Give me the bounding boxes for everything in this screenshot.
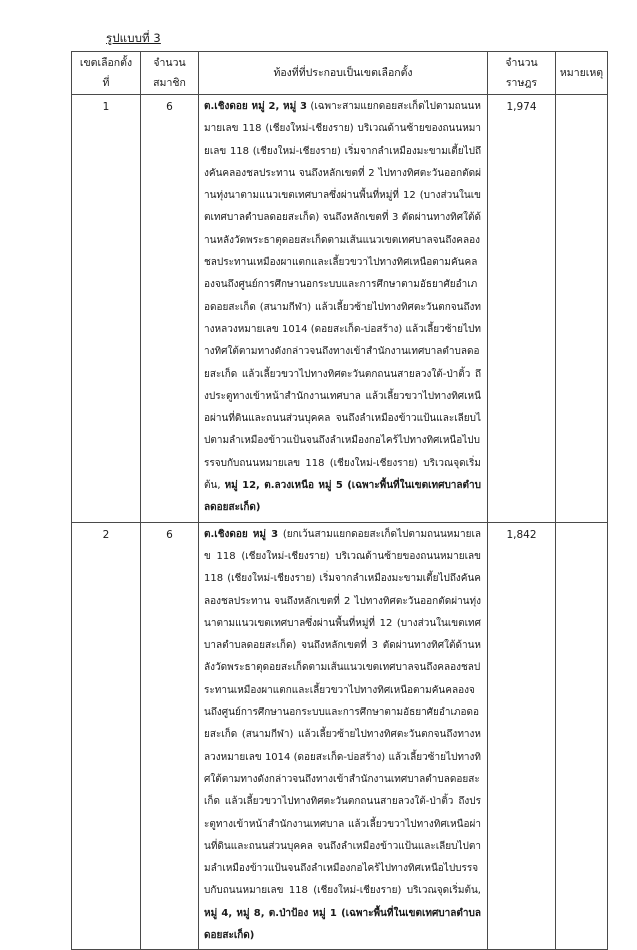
table-header-row	[72, 52, 608, 95]
header-places	[199, 52, 488, 95]
header-population-line2: ราษฎร	[505, 77, 538, 89]
header-remarks-label: หมายเหตุ	[559, 67, 604, 79]
area-bold-lead: ต.เชิงดอย หมู่ 3	[204, 528, 279, 540]
header-places-label: ท้องที่ที่ประกอบเป็นเขตเลือกตั้ง	[273, 67, 413, 79]
member-count: 6	[141, 95, 199, 523]
area-detail-text: (เฉพาะสามแยกดอยสะเก็ดไปตามถนนหมายเลข 118 (เชียงใหม่-เชียงราย) บริเวณด้านซ้ายของถนนหมายเลข 118 (เชียงใหม่-เชียงราย) เริ่มจากลำเหมืองมะขามเตี้ยไปถึงคันคลองชลประทาน จนถึงหลักเขตที่ 2 ไปทางทิศตะวันออกตัดผ่านทุ่งนาตามแนวเขตเทศบาลซึ่งผ่านพื้นที่หมู่ที่ 12 (บางส่วนในเขตเทศบาลตำบลดอยสะเก็ด) จนถึงหลักเขตที่ 3 ตัดผ่านทางทิศใต้ด้านหลังวัดพระธาตุดอยสะเก็ดตามเส้นแนวเขตเทศบาลจนถึงคลองชลประทานเหมืองผาแตกและเลี้ยวขวาไปทางทิศเหนือตามคันคลองจนถึงศูนย์การศึกษานอกระบบและการศึกษาตามอัธยาศัยอำเภอดอยสะเก็ด (สนามกีฬา) แล้วเลี้ยวซ้ายไปทางทิศตะวันตกจนถึงทางหลวงหมายเลข 1014 (ดอยสะเก็ด-บ่อสร้าง) แล้วเลี้ยวซ้ายไปทางทิศใต้ตามทางดังกล่าวจนถึงทางเข้าสำนักงานเทศบาลตำบลดอยสะเก็ด แล้วเลี้ยวขวาไปทางทิศตะวันตกถนนสายลวงใต้-ป่าติ้ว ถึงประตูทางเข้าหน้าสำนักงานเทศบาล แล้วเลี้ยวขวาไปทางทิศเหนือผ่านที่ดินและถนนส่วนบุคคล จนถึงลำเหมืองข้าวแป้นและเลียบไปตามลำเหมืองข้าวแป้นจนถึงลำเหมืองกอไคร้ไปทางทิศเหนือไปบรรจบกับถนนหมายเลข 118 (เชียงใหม่-เชียงราย) บริเวณจุดเริ่มต้น,	[204, 101, 481, 492]
zone-area-description	[199, 95, 488, 523]
form-label: รูปแบบที่ 3	[106, 31, 161, 45]
area-bold-tail: หมู่ 4, หมู่ 8, ต.ป่าป้อง หมู่ 1 (เฉพาะพื้นที่ในเขตเทศบาลตำบลดอยสะเก็ด)	[204, 907, 481, 941]
header-zone-line1: เขตเลือกตั้ง	[79, 57, 133, 69]
header-zone-line2: ที่	[102, 77, 110, 89]
area-detail-text: (ยกเว้นสามแยกดอยสะเก็ดไปตามถนนหมายเลข 118 (เชียงใหม่-เชียงราย) บริเวณด้านซ้ายของถนนหมายเลข 118 (เชียงใหม่-เชียงราย) เริ่มจากลำเหมืองมะขามเตี้ยไปถึงคันคลองชลประทาน จนถึงหลักเขตที่ 2 ไปทางทิศตะวันออกตัดผ่านทุ่งนาตามแนวเขตเทศบาลซึ่งผ่านพื้นที่หมู่ที่ 12 (บางส่วนในเขตเทศบาลตำบลดอยสะเก็ด) จนถึงหลักเขตที่ 3 ตัดผ่านทางทิศใต้ด้านหลังวัดพระธาตุดอยสะเก็ดตามเส้นแนวเขตเทศบาลจนถึงคลองชลประทานเหมืองผาแตกและเลี้ยวขวาไปทางทิศเหนือตามคันคลองจนถึงศูนย์การศึกษานอกระบบและการศึกษาตามอัธยาศัยอำเภอดอยสะเก็ด (สนามกีฬา) แล้วเลี้ยวซ้ายไปทางทิศตะวันตกจนถึงทางหลวงหมายเลข 1014 (ดอยสะเก็ด-บ่อสร้าง) แล้วเลี้ยวซ้ายไปทางทิศใต้ตามทางดังกล่าวจนถึงทางเข้าสำนักงานเทศบาลตำบลดอยสะเก็ด แล้วเลี้ยวขวาไปทางทิศตะวันตกถนนสายลวงใต้-ป่าติ้ว ถึงประตูทางเข้าหน้าสำนักงานเทศบาล แล้วเลี้ยวขวาไปทางทิศเหนือผ่านที่ดินและถนนส่วนบุคคล จนถึงลำเหมืองข้าวแป้นและเลียบไปตามลำเหมืองข้าวแป้นจนถึงลำเหมืองกอไคร้ไปทางทิศเหนือไปบรรจบกับถนนหมายเลข 118 (เชียงใหม่-เชียงราย) บริเวณจุดเริ่มต้น,	[204, 528, 481, 897]
header-members-line2: สมาชิก	[153, 77, 186, 89]
remarks-cell	[556, 522, 608, 950]
population-count: 1,842	[488, 522, 556, 950]
table-row	[72, 522, 608, 950]
area-bold-lead: ต.เชิงดอย หมู่ 2, หมู่ 3	[204, 101, 307, 112]
header-remarks	[556, 52, 608, 95]
remarks-cell	[556, 95, 608, 523]
header-population	[488, 52, 556, 95]
header-zone	[72, 52, 141, 95]
zone-number: 1	[72, 95, 141, 523]
header-members-line1: จำนวน	[153, 57, 186, 69]
area-bold-tail: หมู่ 12, ต.ลวงเหนือ หมู่ 5 (เฉพาะพื้นที่ในเขตเทศบาลตำบลดอยสะเก็ด)	[204, 480, 481, 514]
table-row	[72, 95, 608, 523]
population-count: 1,974	[488, 95, 556, 523]
header-population-line1: จำนวน	[505, 57, 538, 69]
zone-number: 2	[72, 522, 141, 950]
electoral-zones-table	[71, 51, 608, 950]
zone-area-description	[199, 522, 488, 950]
member-count: 6	[141, 522, 199, 950]
header-members	[141, 52, 199, 95]
